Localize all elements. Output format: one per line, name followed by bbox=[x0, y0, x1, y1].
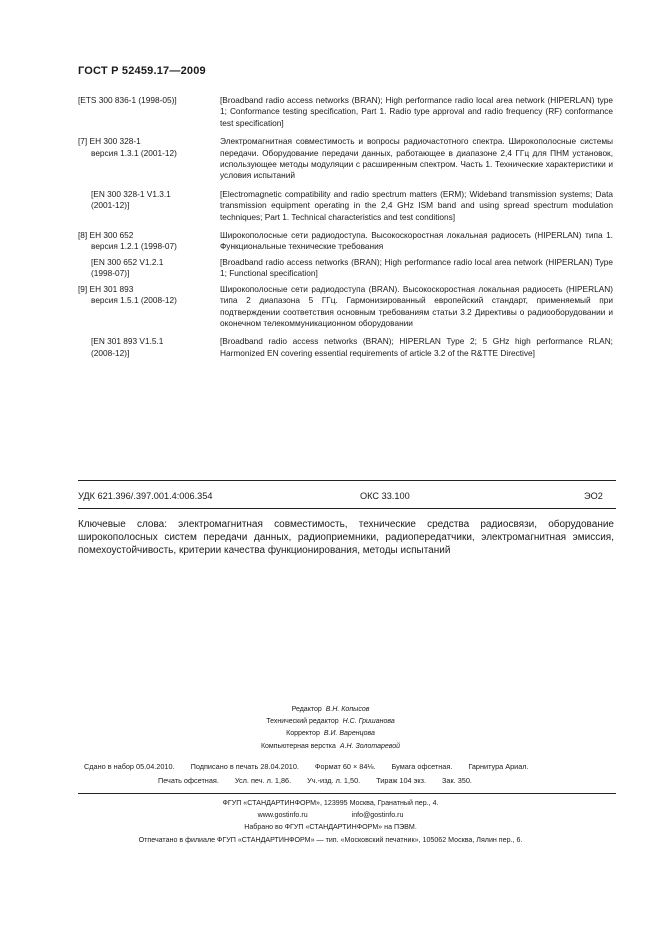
reference-title: [Electromagnetic compatibility and radio spectrum matters (ERM); Wideband transmission systems; Data transmission equipment operating in the 2,4 GHz ISM band and using spread spectrum modulation techniques; Part 1. Technical characteristics and test conditions] bbox=[220, 188, 613, 222]
reference-entry bbox=[78, 95, 613, 129]
publisher-address: ФГУП «СТАНДАРТИНФОРМ», 123995 Москва, Гранатный пер., 4. bbox=[222, 799, 439, 807]
oks-code: ОКС 33.100 bbox=[360, 491, 410, 501]
credits bbox=[0, 704, 661, 753]
reference-title: Широкополосные сети радиодоступа. Высокоскоростная локальная радиосеть (HIPERLAN) типа 1. Функциональные технические требования bbox=[220, 230, 613, 252]
reference-id: [7] EH 300 328-1 версия 1.3.1 (2001-12) bbox=[78, 136, 177, 158]
document-title: ГОСТ Р 52459.17—2009 bbox=[78, 65, 206, 77]
credit-editor: Редактор В.Н. Копысов bbox=[291, 706, 370, 713]
divider-top bbox=[78, 480, 616, 481]
reference-id: [EN 301 893 V1.5.1 (2008-12)] bbox=[91, 336, 164, 358]
typeset-info: Набрано во ФГУП «СТАНДАРТИНФОРМ» на ПЭВМ. bbox=[244, 823, 417, 832]
reference-id: [9] EH 301 893 версия 1.5.1 (2008-12) bbox=[78, 283, 177, 306]
reference-id: [EN 300 652 V1.2.1 (1998-07)] bbox=[91, 256, 164, 279]
keywords: Ключевые слова: электромагнитная совместимость, технические средства радиосвязи, оборудование широкополосных систем передачи данных, радиоприемники, радиопередатчики, электромагнитная эмиссия, помехоустойчивость, критерии качества функционирования, методы испытаний bbox=[78, 519, 614, 557]
reference-entry bbox=[78, 189, 613, 223]
reference-title: Широкополосные сети радиодоступа (BRAN). Высокоскоростная локальная радиосеть (HIPERLAN) типа 2 диапазона 5 ГГц. Гармонизированный европейский стандарт, применяемый при подтверждении соответствия основным требованиям статьи 3.2 Директивы о радиооборудовании и оконечном телекоммуникационном оборудовании bbox=[220, 283, 613, 328]
print-info-line-1: Сдано в набор 05.04.2010. Подписано в печать 28.04.2010. Формат 60 × 84⅛. Бумага офсетная. Гарнитура Ариал. bbox=[84, 762, 529, 771]
reference-entry bbox=[78, 230, 613, 253]
publisher-contacts bbox=[0, 809, 661, 821]
reference-id: [ETS 300 836-1 (1998-05)] bbox=[78, 95, 177, 105]
publisher-email: info@gostinfo.ru bbox=[351, 811, 404, 820]
print-info-line-2: Печать офсетная. Усл. печ. л. 1,86. Уч.-изд. л. 1,50. Тираж 104 экз. Зак. 350. bbox=[158, 776, 472, 785]
reference-title: [Broadband radio access networks (BRAN); High performance radio local area network (HIPERLAN) Type 1; Functional specification] bbox=[220, 256, 613, 279]
reference-id: [8] EH 300 652 версия 1.2.1 (1998-07) bbox=[78, 230, 177, 252]
reference-entry bbox=[78, 284, 613, 330]
reference-entry bbox=[78, 257, 613, 280]
credit-corrector: Корректор В.И. Варенцова bbox=[286, 730, 375, 738]
bibliography-list bbox=[78, 95, 613, 366]
publisher-web: www.gostinfo.ru bbox=[257, 811, 308, 820]
reference-entry bbox=[78, 136, 613, 182]
divider-bottom bbox=[78, 793, 616, 794]
reference-title: [Broadband radio access networks (BRAN); HIPERLAN Type 2; 5 GHz high performance RLAN; Harmonized EN covering essential requirements of article 3.2 of the R&TTE Directive] bbox=[220, 336, 613, 358]
reference-title: [Broadband radio access networks (BRAN); High performance radio local area network (HIPERLAN) type 1; Conformance testing specification, Part 1. Radio type approval and radio frequency (RF) conformance test specification] bbox=[220, 95, 613, 128]
reference-title: Электромагнитная совместимость и вопросы радиочастотного спектра. Широкополосные системы передачи. Оборудование передачи данных, работающее в диапазоне 2,4 ГГц для ПНМ установок, использующее методы модуляции с расширенным спектром. Часть 1. Технические характеристики и условия испытаний bbox=[220, 136, 613, 181]
eo-code: ЭО2 bbox=[584, 491, 603, 501]
reference-entry bbox=[78, 336, 613, 359]
credit-layout: Компьютерная верстка А.Н. Золотаревой bbox=[260, 742, 401, 750]
credit-tech-editor: Технический редактор Н.С. Гришанова bbox=[266, 718, 395, 726]
divider-middle bbox=[78, 508, 616, 509]
reference-id: [EN 300 328-1 V1.3.1 (2001-12)] bbox=[91, 188, 171, 211]
printing-info: Отпечатано в филиале ФГУП «СТАНДАРТИНФОРМ» — тип. «Московский печатник», 105062 Москва, Лялин пер., 6. bbox=[138, 835, 523, 844]
udk-code: УДК 621.396/.397.001.4:006.354 bbox=[78, 491, 213, 501]
publisher-info bbox=[0, 797, 661, 846]
